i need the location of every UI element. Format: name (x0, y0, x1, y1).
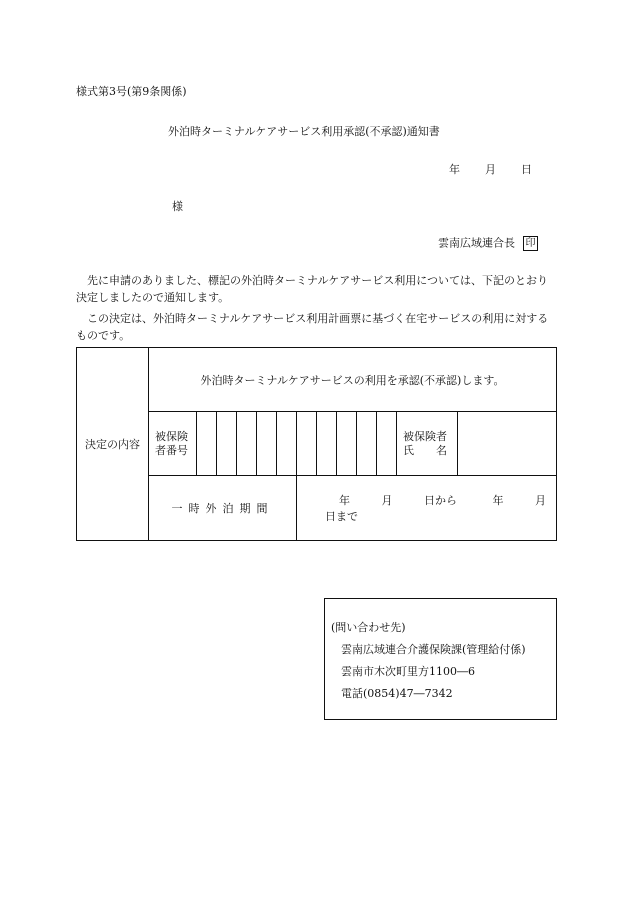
decision-table (76, 347, 557, 541)
insured-name-label-line2: 氏 名 (403, 443, 447, 457)
insured-number-digit[interactable] (197, 412, 217, 476)
insured-number-label (149, 412, 197, 476)
addressee-suffix: 様 (172, 200, 183, 213)
insured-name-label (397, 412, 458, 476)
insured-name-label-line1: 被保険者 (403, 429, 447, 443)
contact-heading: (問い合わせ先) (331, 621, 406, 634)
insured-number-digit[interactable] (277, 412, 297, 476)
contact-box (324, 598, 557, 720)
insured-number-digit[interactable] (237, 412, 257, 476)
form-number: 様式第3号(第9条関係) (76, 85, 187, 98)
document-title: 外泊時ターミナルケアサービス利用承認(不承認)通知書 (168, 125, 440, 138)
seal-mark: 印 (523, 236, 538, 251)
contact-phone: 電話(0854)47―7342 (341, 687, 453, 700)
issue-date (449, 163, 532, 177)
insured-number-digit[interactable] (297, 412, 317, 476)
period-to-year: 年 (492, 494, 504, 507)
period-from-day: 日から (424, 494, 457, 507)
paragraph-notice: 先に申請のありました、標記の外泊時ターミナルケアサービス利用については、下記のとおり決定しましたので通知します。 (76, 274, 549, 304)
issuer (438, 236, 538, 251)
date-day: 日 (521, 163, 532, 176)
insured-name-field[interactable] (458, 412, 557, 476)
date-year: 年 (449, 163, 460, 176)
insured-number-digit[interactable] (357, 412, 377, 476)
issuer-name: 雲南広域連合長 (438, 236, 515, 250)
period-to-day: 日まで (325, 510, 358, 523)
insured-number-digit[interactable] (317, 412, 337, 476)
period-to-month: 月 (535, 494, 546, 507)
decision-text: 外泊時ターミナルケアサービスの利用を承認(不承認)します。 (149, 348, 557, 412)
insured-number-digit[interactable] (257, 412, 277, 476)
period-field[interactable] (297, 476, 557, 541)
date-month: 月 (485, 163, 496, 176)
insured-number-label-line1: 被保険 (155, 429, 188, 443)
insured-number-digit[interactable] (377, 412, 397, 476)
insured-number-label-line2: 者番号 (155, 443, 188, 457)
contact-department: 雲南広域連合介護保険課(管理給付係) (341, 643, 526, 656)
insured-number-digit[interactable] (217, 412, 237, 476)
decision-row-header: 決定の内容 (77, 348, 149, 541)
period-label: 一時外泊期間 (149, 476, 297, 541)
period-from-year: 年 (339, 494, 350, 507)
period-from-month: 月 (381, 494, 393, 507)
contact-address: 雲南市木次町里方1100―6 (341, 665, 475, 678)
insured-number-digit[interactable] (337, 412, 357, 476)
paragraph-scope: この決定は、外泊時ターミナルケアサービス利用計画票に基づく在宅サービスの利用に対するものです。 (76, 312, 549, 342)
